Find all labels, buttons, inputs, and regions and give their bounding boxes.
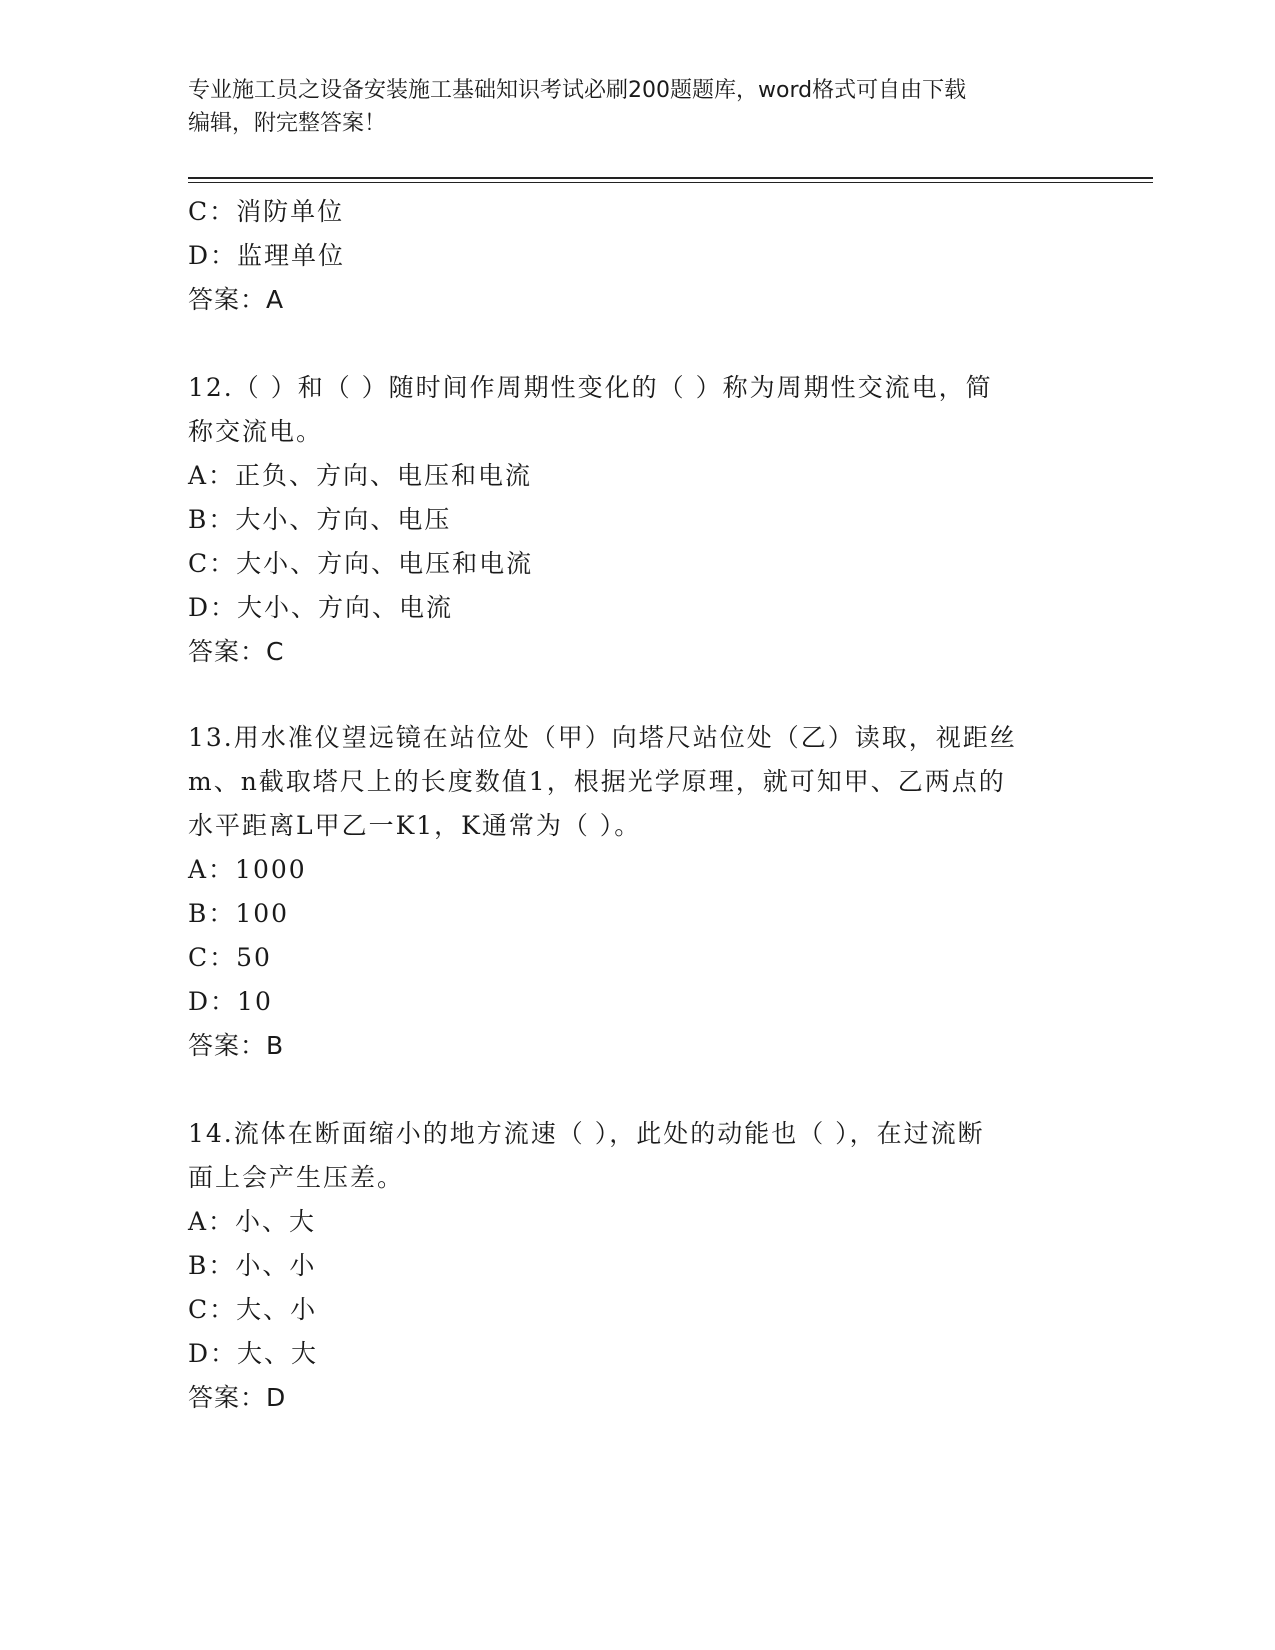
header-divider-thin <box>188 182 1153 183</box>
q11-answer: 答案：A <box>188 285 285 314</box>
q14-option-a: A：小、大 <box>188 1207 317 1236</box>
q13-stem-line-2: m、n截取塔尺上的长度数值1，根据光学原理，就可知甲、乙两点的 <box>188 767 1006 796</box>
q13-stem-line-3: 水平距离L甲乙一K1，K通常为（ ）。 <box>188 811 642 840</box>
header-divider-thick <box>188 177 1153 179</box>
q11-option-c: C：消防单位 <box>188 197 345 226</box>
header-title-line-1: 专业施工员之设备安装施工基础知识考试必刷200题题库，word格式可自由下载 <box>188 78 967 103</box>
q13-option-c: C：50 <box>188 943 272 972</box>
q14-stem-line-2: 面上会产生压差。 <box>188 1163 405 1192</box>
q12-option-d: D：大小、方向、电流 <box>188 593 454 622</box>
document-header <box>188 74 1088 140</box>
q14-option-b: B：小、小 <box>188 1251 317 1280</box>
q13-stem-line-1: 13.用水准仪望远镜在站位处（甲）向塔尺站位处（乙）读取，视距丝 <box>188 723 1017 752</box>
q13-option-d: D：10 <box>188 987 273 1016</box>
q13-answer: 答案：B <box>188 1031 285 1060</box>
q14-answer: 答案：D <box>188 1383 287 1412</box>
q12-option-a: A：正负、方向、电压和电流 <box>188 461 533 490</box>
q13-option-b: B：100 <box>188 899 290 928</box>
q14-option-d: D：大、大 <box>188 1339 319 1368</box>
q12-stem-line-1: 12.（ ）和（ ）随时间作周期性变化的（ ）称为周期性交流电，简 <box>188 373 993 402</box>
q13-option-a: A：1000 <box>188 855 307 884</box>
q12-answer: 答案：C <box>188 637 285 666</box>
q11-option-d: D：监理单位 <box>188 241 346 270</box>
q12-stem-line-2: 称交流电。 <box>188 417 324 446</box>
q12-option-c: C：大小、方向、电压和电流 <box>188 549 534 578</box>
q14-option-c: C：大、小 <box>188 1295 318 1324</box>
q12-option-b: B：大小、方向、电压 <box>188 505 452 534</box>
q14-stem-line-1: 14.流体在断面缩小的地方流速（ ），此处的动能也（ ），在过流断 <box>188 1119 985 1148</box>
header-title-line-2: 编辑，附完整答案！ <box>188 111 387 136</box>
